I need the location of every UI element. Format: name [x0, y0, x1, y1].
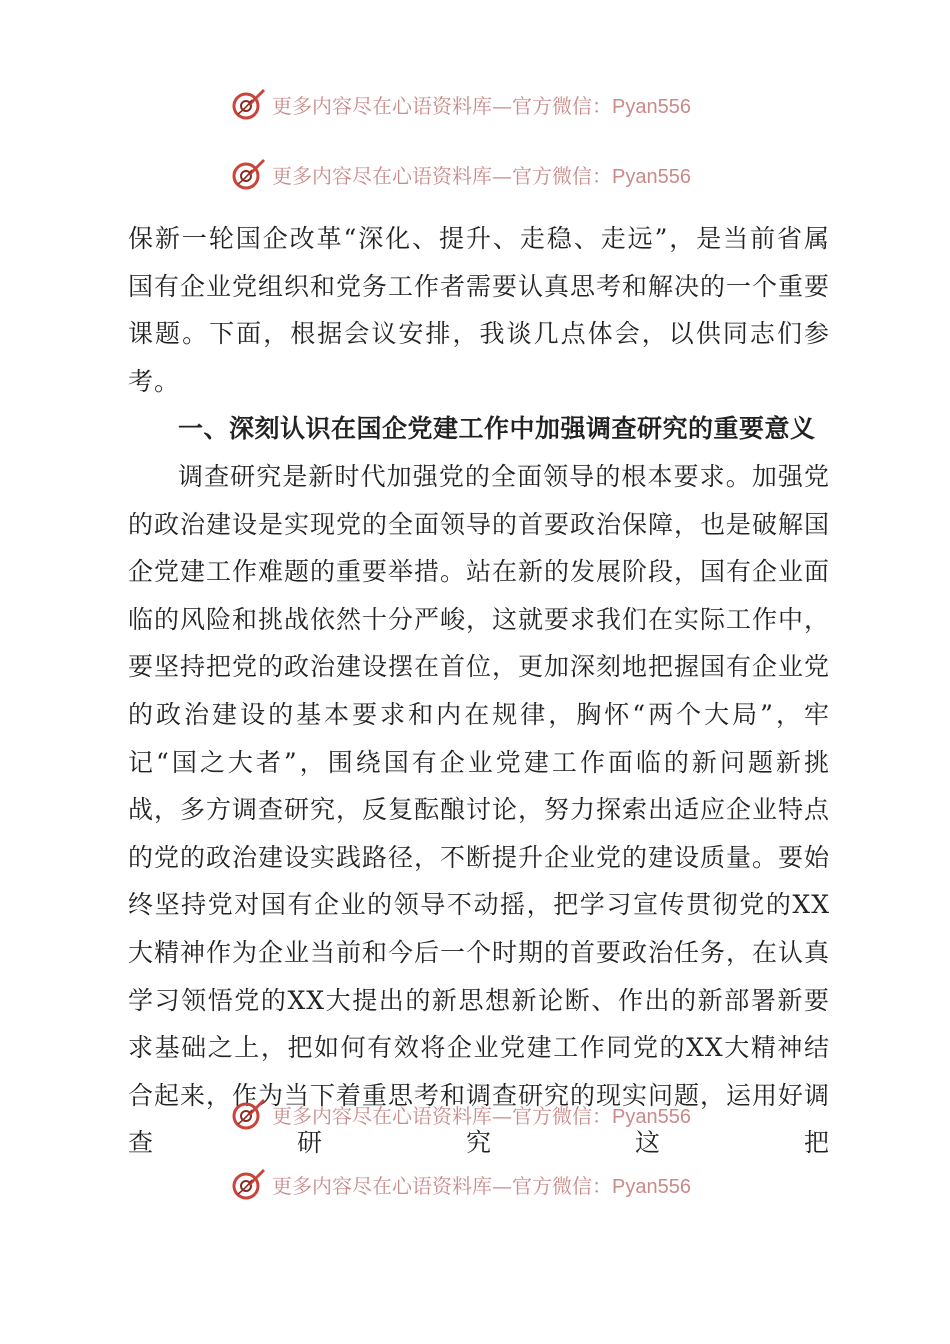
watermark-banner: [230, 154, 750, 194]
body-paragraph: 调查研究是新时代加强党的全面领导的根本要求。加强党的政治建设是实现党的全面领导的首要政治保障，也是破解国企党建工作难题的重要举措。站在新的发展阶段，国有企业面临的风险和挑战依然十分严峻，这就要求我们在实际工作中，要坚持把党的政治建设摆在首位，更加深刻地把握国有企业党的政治建设的基本要求和内在规律，胸怀“两个大局”，牢记“国之大者”，围绕国有企业党建工作面临的新问题新挑战，多方调查研究，反复酝酿讨论，努力探索出适应企业特点的党的政治建设实践路径，不断提升企业党的建设质量。要始终坚持党对国有企业的领导不动摇，把学习宣传贯彻党的XX大精神作为企业当前和今后一个时期的首要政治任务，在认真学习领悟党的XX大提出的新思想新论断、作出的新部署新要求基础之上，把如何有效将企业党建工作同党的XX大精神结合起来，作为当下着重思考和调查研究的现实问题，运用好调查研究这把: [128, 461, 831, 1158]
pen-logo-icon: [230, 1166, 266, 1202]
document-content: [128, 215, 830, 1167]
watermark-wechat-id: Pyan556: [612, 1105, 691, 1128]
watermark-text: 更多内容尽在心语资料库—官方微信：Pyan556: [272, 93, 691, 118]
section-heading: 一、深刻认识在国企党建工作中加强调查研究的重要意义: [178, 414, 816, 444]
watermark-wechat-id: Pyan556: [612, 1175, 691, 1198]
watermark-wechat-id: Pyan556: [612, 95, 691, 118]
pen-logo-icon: [230, 1096, 266, 1132]
watermark-banner: [230, 84, 750, 124]
intro-paragraph: 保新一轮国企改革“深化、提升、走稳、走远”，是当前省属国有企业党组织和党务工作者需要认真思考和解决的一个重要课题。下面，根据会议安排，我谈几点体会，以供同志们参考。: [128, 224, 831, 396]
watermark-text: 更多内容尽在心语资料库—官方微信：Pyan556: [272, 1103, 691, 1128]
watermark-text: 更多内容尽在心语资料库—官方微信：Pyan556: [272, 163, 691, 188]
watermark-wechat-id: Pyan556: [612, 165, 691, 188]
watermark-banner: [230, 1094, 750, 1134]
pen-logo-icon: [230, 156, 266, 192]
watermark-banner: [230, 1164, 750, 1204]
pen-logo-icon: [230, 86, 266, 122]
watermark-text: 更多内容尽在心语资料库—官方微信：Pyan556: [272, 1173, 691, 1198]
